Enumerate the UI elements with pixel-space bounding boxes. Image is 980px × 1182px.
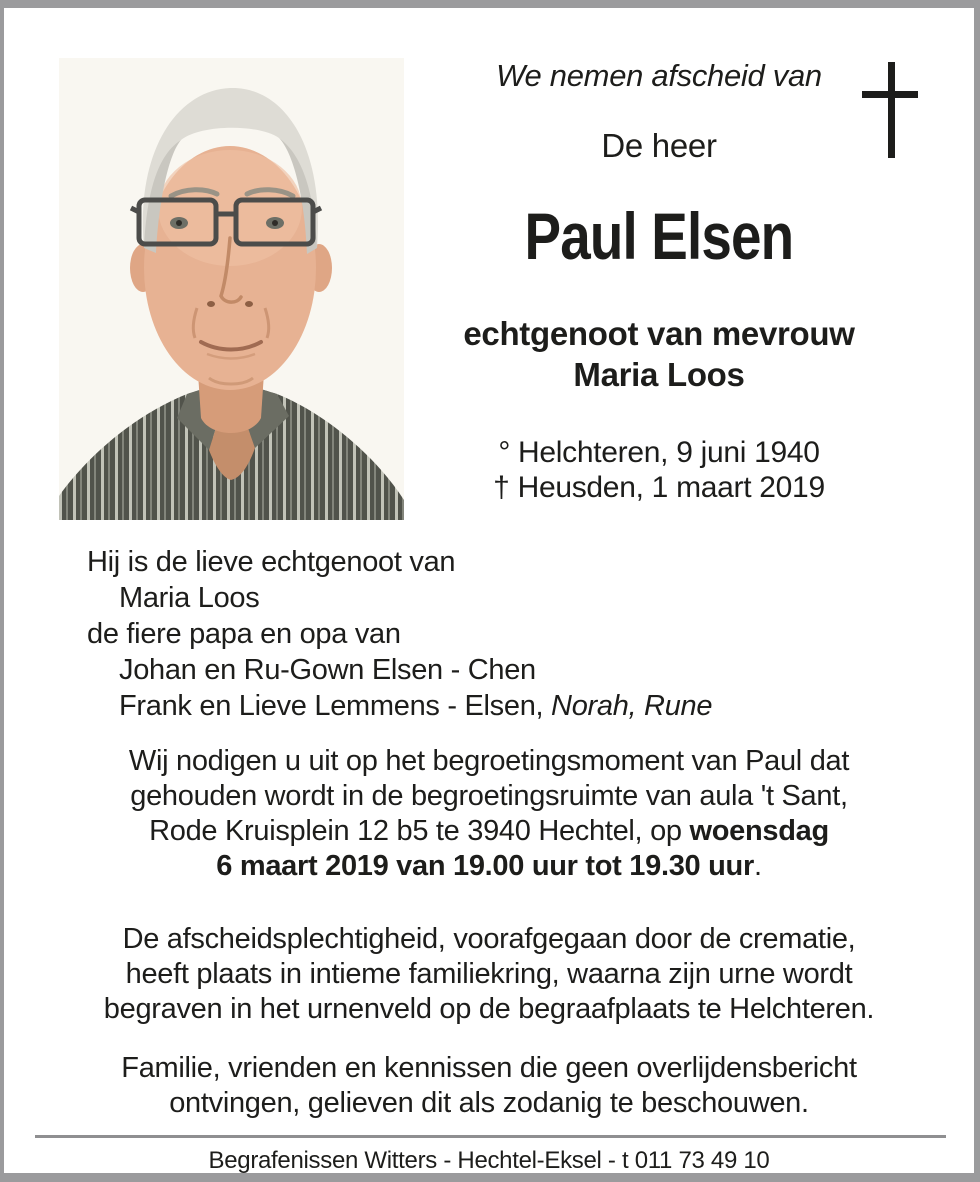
family-line: Maria Loos	[119, 582, 260, 614]
notice-line: Familie, vrienden en kennissen die geen overlijdensbericht	[121, 1052, 857, 1084]
portrait-photo	[59, 58, 404, 520]
portrait-illustration	[59, 58, 404, 520]
deceased-name-text: Paul Elsen	[524, 199, 794, 273]
ceremony-paragraph	[4, 922, 974, 1027]
latin-cross-icon	[862, 62, 922, 162]
invitation-line-regular: Rode Kruisplein 12 b5 te 3940 Hechtel, op	[149, 815, 690, 847]
invitation-line: gehouden wordt in de begroetingsruimte van aula 't Sant,	[130, 780, 848, 812]
invitation-line-bold: woensdag	[689, 815, 829, 847]
family-line-regular: Frank en Lieve Lemmens - Elsen,	[119, 690, 552, 722]
relation-line-2: Maria Loos	[573, 356, 745, 393]
deceased-name	[416, 199, 902, 273]
invitation-paragraph	[4, 744, 974, 884]
ceremony-line: begraven in het urnenveld op de begraafplaats te Helchteren.	[103, 993, 875, 1025]
notice-paragraph	[4, 1051, 974, 1121]
cross-horizontal-bar	[862, 91, 918, 98]
footer-divider	[35, 1135, 946, 1138]
invitation-line	[4, 814, 974, 849]
relation-block	[416, 313, 902, 395]
family-line: Hij is de lieve echtgenoot van	[87, 546, 456, 578]
ceremony-line: De afscheidsplechtigheid, voorafgegaan door de crematie,	[122, 923, 856, 955]
funeral-home-line: Begrafenissen Witters - Hechtel-Eksel - t 011 73 49 10	[208, 1147, 770, 1174]
invitation-line	[4, 849, 974, 884]
dates-block	[416, 435, 902, 505]
intro-line: We nemen afscheid van	[496, 58, 822, 93]
salutation-line: De heer	[601, 127, 717, 164]
invitation-line-bold: 6 maart 2019 van 19.00 uur tot 19.30 uur	[216, 850, 754, 882]
family-line-italic: Norah, Rune	[551, 690, 713, 722]
family-line: de fiere papa en opa van	[87, 618, 401, 650]
relation-line-1: echtgenoot van mevrouw	[463, 315, 855, 352]
invitation-line-end: .	[753, 850, 762, 882]
cross-vertical-bar	[888, 62, 895, 158]
header-section	[4, 8, 974, 520]
family-section	[87, 544, 974, 724]
family-line: Johan en Ru-Gown Elsen - Chen	[119, 654, 536, 686]
death-line: † Heusden, 1 maart 2019	[493, 471, 825, 504]
header-text-column	[416, 8, 902, 505]
family-line	[87, 688, 974, 724]
notice-line: ontvingen, gelieven dit als zodanig te beschouwen.	[169, 1087, 809, 1119]
invitation-line: Wij nodigen u uit op het begroetingsmoment van Paul dat	[128, 745, 850, 777]
birth-line: ° Helchteren, 9 juni 1940	[498, 436, 820, 469]
ceremony-line: heeft plaats in intieme familiekring, waarna zijn urne wordt	[125, 958, 853, 990]
